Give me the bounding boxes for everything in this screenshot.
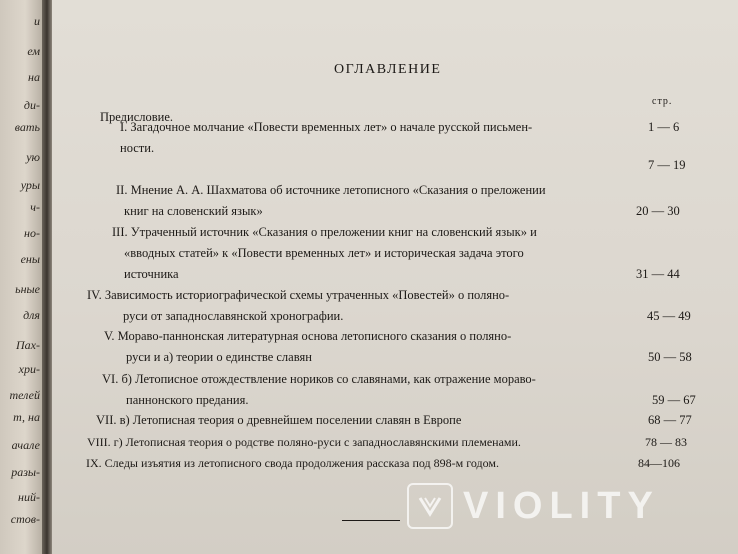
toc-entry-pages: 78 — 83	[645, 435, 687, 449]
left-page-fragment: телей	[9, 388, 40, 402]
toc-entry-1	[120, 117, 680, 159]
toc-entry-1-pages-cont	[648, 155, 686, 176]
toc-entry-2	[116, 180, 680, 222]
toc-entry-pages: 31 — 44	[636, 267, 680, 281]
toc-entry-line: VIII. г) Летописная теория о родстве поляно-руси с западнославянскими племенами.	[87, 435, 521, 449]
watermark	[407, 483, 660, 529]
toc-entry-pages: 20 — 30	[636, 204, 680, 218]
book-gutter	[42, 0, 52, 554]
left-page-fragment: ую	[26, 150, 40, 164]
left-page-fragment: но-	[24, 226, 40, 240]
toc-entry-4	[87, 285, 691, 327]
toc-entry-pages: 84—106	[638, 456, 680, 470]
toc-entry-line: руси и а) теории о единстве славян	[126, 350, 312, 364]
left-page-fragment: для	[23, 308, 40, 322]
left-page-fragment: и	[34, 14, 40, 28]
toc-entry-line: IX. Следы изъятия из летописного свода продолжения рассказа под 898-м годом.	[86, 456, 500, 470]
toc-entry-9	[86, 453, 680, 474]
left-page-fragment: ч-	[30, 200, 40, 214]
toc-entry-pages: 1 — 6	[648, 120, 680, 134]
toc-entry-line: ности.	[120, 141, 155, 155]
toc-entry-line: II. Мнение А. А. Шахматова об источнике летописного «Сказания о преложении	[116, 183, 546, 197]
left-page-fragment: ем	[27, 44, 40, 58]
toc-entry-line: IV. Зависимость историографической схемы утраченных «Повестей» о поляно-	[87, 288, 510, 302]
left-page-fragment: хри-	[18, 362, 40, 376]
left-page	[0, 0, 42, 554]
violity-logo-icon	[407, 483, 453, 529]
left-page-fragment: стов-	[10, 512, 40, 526]
page-title: ОГЛАВЛЕНИЕ	[334, 62, 442, 77]
pages-column-label: стр.	[652, 96, 673, 107]
toc-entry-line: I. Загадочное молчание «Повести временных лет» о начале русской письмен-	[120, 120, 533, 134]
toc-entry-3	[112, 222, 680, 285]
toc-entry-line: источника	[124, 267, 179, 281]
toc-entry-7	[96, 410, 692, 431]
toc-entry-line: III. Утраченный источник «Сказания о преложении книг на словенский язык» и	[112, 225, 537, 239]
left-page-fragment: разы-	[11, 465, 40, 479]
toc-entry-pages: 7 — 19	[648, 158, 686, 172]
left-page-fragment: ди-	[23, 98, 40, 112]
left-page-fragment: ьные	[15, 282, 40, 296]
book-page	[52, 0, 738, 554]
toc-entry-line: руси от западнославянской хронографии.	[123, 309, 344, 323]
left-page-fragment: ний-	[18, 490, 40, 504]
toc-entry-pages: 68 — 77	[648, 413, 692, 427]
end-rule	[342, 520, 400, 521]
toc-entry-pages: 50 — 58	[648, 350, 692, 364]
watermark-text: VIOLITY	[463, 484, 660, 527]
toc-entry-line: VII. в) Летописная теория о древнейшем поселении славян в Европе	[96, 413, 462, 427]
toc-entry-6	[102, 369, 696, 411]
left-page-fragment: т, на	[13, 410, 40, 424]
left-page-fragment: ены	[20, 252, 40, 266]
toc-entry-5	[104, 326, 692, 368]
toc-entry-pages: 45 — 49	[647, 309, 691, 323]
toc-entry-line: VI. б) Летописное отождествление нориков со славянами, как отражение мораво-	[102, 372, 536, 386]
toc-entry-8	[87, 432, 687, 453]
toc-entry-line: книг на словенский язык»	[124, 204, 263, 218]
toc-entry-line: V. Мораво-паннонская литературная основа летописного сказания о поляно-	[104, 329, 512, 343]
toc-entry-line: «вводных статей» к «Повести временных лет» и историческая задача этого	[124, 246, 524, 260]
toc-entry-line: паннонского предания.	[126, 393, 249, 407]
left-page-fragment: Пах-	[16, 338, 40, 352]
left-page-fragment: ачале	[11, 438, 40, 452]
toc-entry-pages: 59 — 67	[652, 393, 696, 407]
left-page-fragment: вать	[14, 120, 40, 134]
left-page-fragment: на	[28, 70, 40, 84]
left-page-fragment: уры	[20, 178, 40, 192]
toc-entry-title: Предисловие.	[100, 110, 174, 124]
